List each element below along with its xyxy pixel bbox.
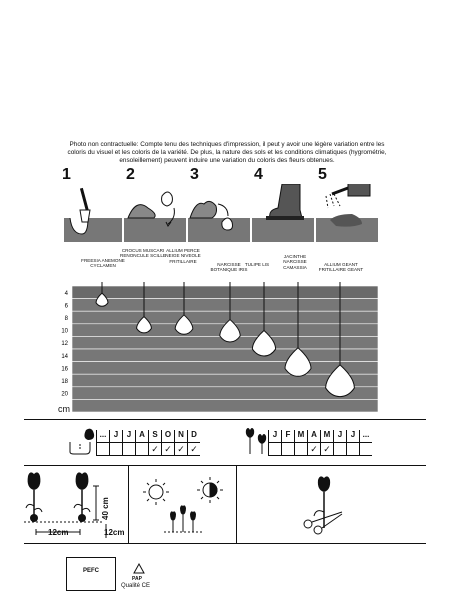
month-check [136, 442, 148, 456]
depth-chart [58, 282, 380, 412]
bulb-in-soil-icon [68, 426, 96, 456]
calendar-month [174, 430, 187, 456]
depth-row [72, 286, 378, 299]
boot-press-icon [252, 184, 314, 244]
depth-chart-svg [58, 282, 380, 412]
month-check [269, 442, 281, 456]
month-check [97, 442, 109, 456]
plant-label: NARCISSE BOTANIQUE IRIS [210, 262, 248, 273]
quality-label: Qualité CE [121, 583, 151, 589]
step-5 [316, 168, 376, 244]
month-label: A [139, 430, 145, 439]
cover-bulb-icon [188, 184, 250, 244]
exposure-panel [130, 466, 234, 542]
calendar-month [307, 430, 320, 456]
divider [128, 465, 129, 543]
month-label: S [152, 430, 158, 439]
step-number: 1 [62, 166, 71, 183]
step-number: 4 [254, 166, 263, 183]
flowering-calendar [240, 426, 400, 460]
plant-label: ALLIUM PERCE NEIGE NIVEOLE FRITILLAIRE [165, 248, 201, 264]
plant-label: TULIPE LIS [244, 262, 270, 267]
month-label: J [113, 430, 119, 439]
month-label: O [164, 430, 172, 439]
step-3 [188, 168, 248, 244]
plant-label: FREESIA ANEMONE CYCLAMEN [81, 258, 125, 269]
plant-label: ALLIUM GEANT FRITILLAIRE GEANT [318, 262, 364, 273]
depth-tick: 8 [64, 316, 68, 323]
month-label: M [323, 430, 331, 439]
step-number: 5 [318, 166, 327, 183]
calendar-month [281, 430, 294, 456]
month-check: ✓ [308, 442, 320, 456]
month-label: A [311, 430, 317, 439]
divider [24, 419, 426, 420]
planting-steps [60, 168, 382, 244]
cut-flower-panel [238, 466, 418, 542]
month-check [334, 442, 346, 456]
step-4 [252, 168, 312, 244]
digging-icon [60, 184, 122, 244]
month-check [295, 442, 307, 456]
bulb-drop-icon [124, 184, 186, 244]
divider [24, 543, 426, 544]
plant-label: CROCUS MUSCARI RENONCULE SCILLE [120, 248, 166, 259]
step-2 [124, 168, 184, 244]
full-sun-icon [143, 479, 169, 505]
month-label: J [272, 430, 278, 439]
depth-row [72, 362, 378, 375]
recycle-icon [133, 563, 145, 575]
month-check: ✓ [162, 442, 174, 456]
depth-tick: 10 [61, 328, 68, 335]
calendar-month [109, 430, 122, 456]
partial-shade-icon [197, 477, 223, 503]
calendar-month [359, 430, 372, 456]
calendar-month [148, 430, 161, 456]
month-check: ✓ [149, 442, 161, 456]
month-label: D [191, 430, 197, 439]
depth-tick: 20 [61, 391, 68, 398]
month-label: ... [362, 430, 370, 439]
scissors-icon [304, 512, 342, 534]
month-check: ✓ [188, 442, 200, 456]
month-check [282, 442, 294, 456]
calendar-month [122, 430, 135, 456]
depth-row [72, 311, 378, 324]
depth-tick: 16 [61, 366, 68, 373]
plant-label: JACINTHE NARCISSE CAMASSIA [283, 254, 307, 270]
planting-calendar [68, 426, 228, 460]
month-check [123, 442, 135, 456]
tulip-cluster-icon [164, 505, 204, 532]
calendar-month [161, 430, 174, 456]
depth-row [72, 349, 378, 362]
pap-label: PAP [132, 576, 142, 582]
pefc-logo [66, 557, 116, 591]
depth-tick: 14 [61, 353, 68, 360]
flowering-months [268, 430, 388, 456]
depth-tick: 4 [64, 290, 68, 297]
calendar-month [294, 430, 307, 456]
flower-icon [240, 426, 268, 456]
month-check [347, 442, 359, 456]
depth-unit: cm [58, 404, 70, 414]
month-label: N [178, 430, 184, 439]
month-label: J [126, 430, 132, 439]
sun-exposure-diagram [130, 466, 234, 542]
calendar-month [333, 430, 346, 456]
disclaimer: Photo non contractuelle: Compte tenu des techniques d'impression, il peut y avoir une légère variation entre les coloris du visuel et les coloris de la variété. De plus, la nature des sols et les conditions climatiques (hygrométrie, ensoleillement) peuvent induire une variation du coloris des fleurs obtenues. [67, 141, 387, 164]
planting-months [96, 430, 216, 456]
calendar-month [96, 430, 109, 456]
divider [236, 465, 237, 543]
month-label: J [350, 430, 356, 439]
calendar-month [346, 430, 359, 456]
pefc-label: PEFC [82, 568, 99, 574]
depth-tick: 18 [61, 379, 68, 386]
step-number: 2 [126, 166, 135, 183]
month-label: F [285, 430, 291, 439]
row-spacing-label: 12cm [104, 528, 125, 537]
month-check: ✓ [175, 442, 187, 456]
calendar-month [135, 430, 148, 456]
month-check: ✓ [321, 442, 333, 456]
month-label: ... [99, 430, 107, 439]
month-check [110, 442, 122, 456]
depth-row [72, 299, 378, 312]
depth-row [72, 399, 378, 412]
calendar-month [187, 430, 200, 456]
cut-flower-diagram [238, 466, 418, 542]
depth-tick: 12 [61, 341, 68, 348]
watering-can-icon [316, 184, 378, 244]
height-label: 40 cm [101, 497, 110, 520]
depth-tick: 6 [64, 303, 68, 310]
month-label: M [297, 430, 305, 439]
step-1 [60, 168, 120, 244]
spacing-panel [24, 466, 128, 542]
month-check [360, 442, 372, 456]
month-label: J [337, 430, 343, 439]
calendar-month [268, 430, 281, 456]
step-number: 3 [190, 166, 199, 183]
bulb-spacing-label: 12cm [48, 528, 69, 537]
calendar-month [320, 430, 333, 456]
